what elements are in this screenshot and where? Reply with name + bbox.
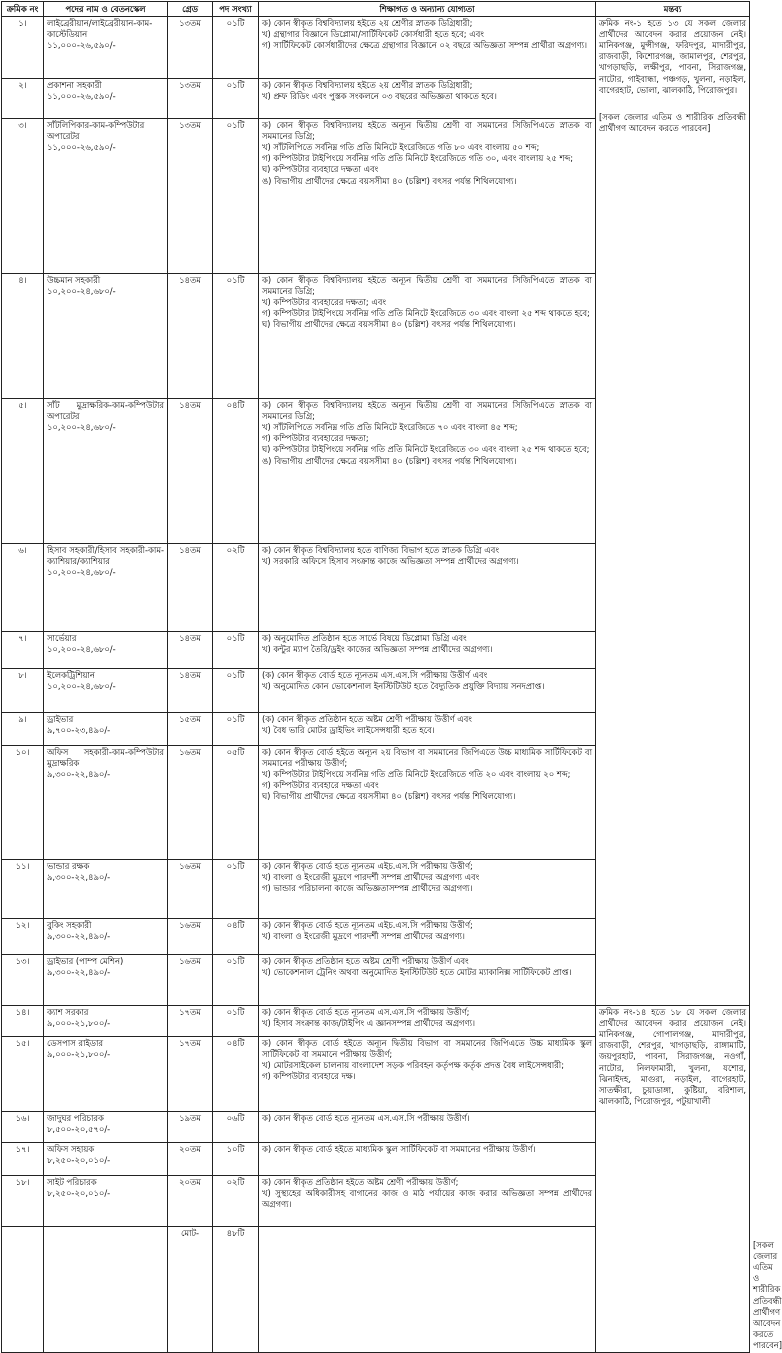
count-cell: ০২টি	[213, 1176, 259, 1227]
post-cell	[44, 1037, 168, 1112]
header-post: পদের নাম ও বেতনস্কেল	[44, 2, 168, 17]
post-name: ভান্ডার রক্ষক	[47, 861, 90, 872]
qualification-line: খ) প্রুফ রিডিং এবং পুস্তক সংকলনে ০৩ বছরের অভিজ্ঞতা থাকতে হবে।	[262, 91, 497, 102]
qualification-cell	[259, 919, 596, 955]
salary-scale: ১১,০০০-২৬,৫৯০/-	[47, 91, 116, 102]
grade-cell: ১৪তম	[168, 544, 213, 632]
count-cell: ০১টি	[213, 79, 259, 119]
serial-cell: ১৭।	[2, 1143, 44, 1176]
serial-cell: ১৮।	[2, 1176, 44, 1227]
post-cell	[44, 1112, 168, 1143]
count-cell: ০৫টি	[213, 746, 259, 860]
qualification-line: খ) অনুমোদিত কোন ভোকেশনাল ইনস্টিটিউট হতে বৈদ্যুতিক প্রযুক্তি বিদ্যায় সনদপ্রাপ্ত।	[262, 681, 545, 692]
salary-scale: ১০,২০০-২৪,৬৮০/-	[47, 286, 116, 297]
salary-scale: ৯,৩০০-২২,৪৯০/-	[47, 872, 111, 883]
post-name: সাইট পরিচারক	[47, 1177, 97, 1188]
qualification-line: ক) কোন স্বীকৃত বিশ্ববিদ্যালয় হইতে অন্যূন দ্বিতীয় শ্রেণী বা সমমানের সিজিপিএতে স্নাতক বা সমমানের ডিগ্রি;	[262, 120, 592, 142]
remarks-note: [সকল জেলার এতিম ও শারীরিক প্রতিবন্ধী প্রার্থীগণ আবেদন করতে পারবেন]	[599, 111, 746, 133]
grade-cell: ১৭তম	[168, 1037, 213, 1112]
qualification-line: ঘ) বিভাগীয় প্রার্থীদের ক্ষেত্রে বয়সসীমা ৪০ (চল্লিশ) বৎসর পর্যন্ত শিথিলযোগ্য।	[262, 791, 516, 802]
count-cell: ০১টি	[213, 860, 259, 919]
qualification-line: ক) কোন স্বীকৃত বোর্ড হতে ন্যূনতম এস.এস.সি পরীক্ষায় উত্তীর্ণ;	[262, 1007, 470, 1018]
table-row	[2, 1006, 750, 1037]
qualification-cell	[259, 399, 596, 544]
header-grade: গ্রেড	[168, 2, 213, 17]
serial-cell: ৩।	[2, 119, 44, 274]
grade-cell: ১৩তম	[168, 119, 213, 274]
post-cell	[44, 746, 168, 860]
post-cell	[44, 713, 168, 746]
qualification-cell	[259, 1176, 596, 1227]
qualification-line: খ) সুস্থ্যহের অধিকারীসহ বাগানের কাজ ও মাঠ পর্যায়ের কাজ করার অভিজ্ঞতা সম্পন্ন প্রার্থীদের অগ্রগণ্য।	[262, 1188, 592, 1210]
qualification-cell	[259, 669, 596, 713]
count-cell: ০২টি	[213, 544, 259, 632]
salary-scale: ১০,২০০-২৪,৬৮০/-	[47, 644, 116, 655]
qualification-cell	[259, 119, 596, 274]
qualification-line: ক) অনুমোদিত প্রতিষ্ঠান হতে সার্ভে বিষয়ে ডিপ্লোমা ডিগ্রি এবং	[262, 633, 467, 644]
qualification-line: খ) হিসাব সংক্রান্ত কাজ/টাইপিং এ জ্ঞানসম্পন্ন প্রার্থীদের অগ্রগণ্য।	[262, 1018, 476, 1029]
grade-cell: ১৬তম	[168, 746, 213, 860]
qualification-line: গ) সার্টিফিকেট কোর্সধারীদের ক্ষেত্রে গ্রন্থাগার বিজ্ঞানে ০২ বছরে অভিজ্ঞতা সম্পন্ন প্রার্থীরা অগ্রগণ্য।	[262, 40, 587, 51]
post-cell	[44, 955, 168, 1006]
post-name: হিসাব সহকারী/হিসাব সহকারী-কাম-ক্যাশিয়ার/ক্যাশিয়ার	[47, 545, 164, 567]
post-name: সার্ভেয়ার	[47, 633, 77, 644]
post-name: সাঁট মুদ্রাক্ষরিক-কাম-কম্পিউটার অপারেটর	[47, 400, 164, 422]
post-cell	[44, 1143, 168, 1176]
grade-cell: ১৩তম	[168, 17, 213, 79]
count-cell: ০১টি	[213, 955, 259, 1006]
post-name: প্রকাশনা সহকারী	[47, 80, 102, 91]
qualification-line: গ) কম্পিউটার টাইপিংয়ে সর্বনিম্ন গতি প্রতি মিনিটে ইংরেজিতে ৩০ এবং বাংলা ২৫ শব্দ থাকতে হবে;	[262, 308, 590, 319]
header-remarks: মন্তব্য	[596, 2, 750, 17]
post-name: সাঁটলিপিকার-কাম-কম্পিউটার অপারেটর	[47, 120, 145, 142]
grade-cell: ১৬তম	[168, 919, 213, 955]
qualification-cell	[259, 955, 596, 1006]
post-name: অফিস সহায়ক	[47, 1144, 95, 1155]
post-cell	[44, 544, 168, 632]
salary-scale: ৯,৭০০-২৩,৪৯০/-	[47, 725, 111, 736]
qualification-line: গ) ভান্ডার পরিচালনা কাজে অভিজ্ঞতাসম্পন্ন প্রার্থীদের অগ্রগণ্য।	[262, 883, 473, 894]
grade-cell: ১৪তম	[168, 669, 213, 713]
remarks-group-1	[596, 17, 750, 1006]
qualification-cell	[259, 1037, 596, 1112]
serial-cell: ১৬।	[2, 1112, 44, 1143]
qualification-line: ক) কোন স্বীকৃত বিশ্ববিদ্যালয় হইতে ২য় শ্রেণীর স্নাতক ডিগ্রিধারী;	[262, 18, 473, 29]
qualification-line: খ) বৈধ ভারি মোটর ড্রাইভিং লাইসেন্সধারী হতে হবে।	[262, 725, 435, 736]
post-cell	[44, 669, 168, 713]
qualification-line: ক) কোন স্বীকৃত বিশ্ববিদ্যালয় হতে বাণিজ্য বিভাগ হতে স্নাতক ডিগ্রি এবং	[262, 545, 499, 556]
qualification-line: ক) কোন স্বীকৃত বোর্ড হতে ন্যূনতম এস.এস.সি পরীক্ষায় উত্তীর্ণ।	[262, 1113, 470, 1124]
salary-scale: ৯,০০০-২১,৮০০/-	[47, 1049, 111, 1060]
serial-cell: ১০।	[2, 746, 44, 860]
post-cell	[44, 1176, 168, 1227]
qualification-line: খ) কম্পিউটার ব্যবহারের দক্ষতা; এবং	[262, 297, 387, 308]
qualification-line: খ) সরকারি অফিসে হিসাব সংক্রান্ত কাজে অভিজ্ঞতা সম্পন্ন প্রার্থীদের অগ্রগণ্য।	[262, 556, 519, 567]
qualification-cell	[259, 1006, 596, 1037]
qualification-line: ক) কোন স্বীকৃত প্রতিষ্ঠান হইতে অষ্টম শ্রেণী পরীক্ষায় উত্তীর্ণ;	[262, 1177, 459, 1188]
post-cell	[44, 399, 168, 544]
remarks-text: ক্রমিক নং-১ হতে ১৩ যে সকল জেলার প্রার্থীদের আবেদন করার প্রয়োজন নেই। মানিকগঞ্জ, মুন্সীগঞ্জ, ফরিদপুর, মাদারীপুর, রাজবাড়ী, কিশোরগঞ্জ, জামালপুর, শেরপুর, খাগড়াছড়ি, লক্ষীপুর, পাবনা, সিরাজগঞ্জ, নাটোর, গাইবান্ধা, পঞ্চগড়, খুলনা, নড়াইল, বাগেরহাট, ভোলা, ঝালকাঠি, পিরোজপুর।	[599, 18, 746, 95]
serial-cell: ৯।	[2, 713, 44, 746]
qualification-cell	[259, 1112, 596, 1143]
count-cell: ০১টি	[213, 274, 259, 399]
qualification-line: ক) কোন স্বীকৃত বোর্ড হইতে অন্যূন ২য় বিভাগ বা সমমানের জিপিএতে উচ্চ মাধ্যমিক সার্টিফিকেট বা সমমানের পরীক্ষায় উত্তীর্ণ;	[262, 747, 592, 769]
qualification-cell	[259, 746, 596, 860]
qualification-line: ক) কোন স্বীকৃত প্রতিষ্ঠান হতে অষ্টম শ্রেণী পরীক্ষায় উত্তীর্ণ এবং	[262, 956, 469, 967]
qualification-line: খ) সাঁটলিপিতে সর্বনিম্ন গতি প্রতি মিনিটে ইংরেজিতে ৭০ এবং বাংলা ৪৫ শব্দ;	[262, 422, 518, 433]
salary-scale: ৯,৩০০-২২,৪৯০/-	[47, 967, 111, 978]
serial-cell: ১১।	[2, 860, 44, 919]
remarks-text: ক্রমিক নং-১৪ হতে ১৮ যে সকল জেলার প্রার্থীদের আবেদন করার প্রয়োজন নেই। মানিকগঞ্জ, গোপালগঞ্জ, মাদারীপুর, রাজবাড়ী, শেরপুর, খাগড়াছড়ি, রাঙ্গামাটি, জয়পুরহাট, পাবনা, সিরাজগঞ্জ, নওগাঁ, নাটোর, নিলফামারী, খুলনা, যশোর, ঝিনাইদহ, মাগুরা, নড়াইল, বাগেরহাট, সাতক্ষীরা, চুয়াডাঙ্গা, কুষ্টিয়া, বরিশাল, ঝালকাঠি, পিরোজপুর, পটুয়াখালী	[599, 1007, 746, 1106]
post-name: ড্রাইভার (পাম্প মেশিন)	[47, 956, 124, 967]
salary-scale: ৮,২৫০-২০,০১০/-	[47, 1155, 111, 1166]
qualification-cell	[259, 713, 596, 746]
qualification-line: খ) মোটরসাইকেল চালনায় বাংলাদেশ সড়ক পরিবহন কর্তৃপক্ষ কর্তৃক প্রদত্ত বৈধ লাইসেন্সধারী;	[262, 1060, 565, 1071]
salary-scale: ৮,৫০০-২০,৫৭০/-	[47, 1124, 111, 1135]
qualification-cell	[259, 79, 596, 119]
qualification-line: খ) গ্রন্থাগার বিজ্ঞানে ডিপ্লোমা/সার্টিফিকেট কোর্সধারী হতে হবে; এবং	[262, 29, 484, 40]
qualification-line: ক) কোন স্বীকৃত বিশ্ববিদ্যালয় হইতে অন্যূন দ্বিতীয় শ্রেণী বা সমমানের সিজিপিএতে স্নাতক বা সমমানের ডিগ্রি;	[262, 275, 592, 297]
qualification-line: ঙ) বিভাগীয় প্রার্থীদের ক্ষেত্রে বয়সসীমা ৪০ (চল্লিশ) বৎসর পর্যন্ত শিথিলযোগ্য।	[262, 175, 517, 186]
qualification-line: গ) কম্পিউটার ব্যবহারে দক্ষ।	[262, 1071, 356, 1082]
serial-cell: ৪।	[2, 274, 44, 399]
post-cell	[44, 17, 168, 79]
salary-scale: ১০,২০০-২৪,৬৮০/-	[47, 422, 116, 433]
qualification-line: ঘ) কম্পিউটার টাইপিংয়ে সর্বনিম্ন গতি প্রতি মিনিটে ইংরেজিতে ৩০ এবং বাংলা ২৫ শব্দ থাকতে হবে;	[262, 444, 590, 455]
serial-cell: ১২।	[2, 919, 44, 955]
grade-cell: ১৬তম	[168, 955, 213, 1006]
qualification-line: ক) কোন স্বীকৃত বোর্ড হইতে অন্যূন দ্বিতীয় বিভাগ বা সমমানের জিপিএতে উচ্চ মাধ্যমিক স্কুল সার্টিফিকেট বা সমমানে পরীক্ষায় উত্তীর্ণ;	[262, 1038, 592, 1060]
qualification-line: গ) কম্পিউটার টাইপিংয়ে সর্বনিম্ন গতি প্রতি মিনিটে ইংরেজিতে গতি ৩০, এবং বাংলায় ২৫ শব্দ;	[262, 153, 574, 164]
serial-cell: ১।	[2, 17, 44, 79]
serial-cell: ১৫।	[2, 1037, 44, 1112]
serial-cell: ২।	[2, 79, 44, 119]
total-count: ৪৮টি	[213, 1227, 259, 1353]
table-row	[2, 17, 750, 79]
qualification-line: (ক) কোন স্বীকৃত প্রতিষ্ঠান হতে অষ্টম শ্রেণী পরীক্ষায় উত্তীর্ণ এবং	[262, 714, 472, 725]
serial-cell: ৭।	[2, 632, 44, 669]
count-cell: ১০টি	[213, 1143, 259, 1176]
post-cell	[44, 860, 168, 919]
header-count: পদ সংখ্যা	[213, 2, 259, 17]
grade-cell: ১৪তম	[168, 399, 213, 544]
qualification-line: ক) কোন স্বীকৃত বিশ্ববিদ্যালয় হইতে অন্যূন দ্বিতীয় শ্রেণী বা সমমানের সিজিপিএতে স্নাতক বা সমমানের ডিগ্রি;	[262, 400, 592, 422]
qualification-line: ক) কোন স্বীকৃত বোর্ড হতে ন্যূনতম এইচ.এস.সি পরীক্ষায় উত্তীর্ণ;	[262, 861, 473, 872]
count-cell: ০৪টি	[213, 399, 259, 544]
grade-cell: ১৯তম	[168, 1112, 213, 1143]
qualification-line: খ) কন্টুর ম্যাপ তৈরি/ড্রইং কাজের অভিজ্ঞতা সম্পন্ন প্রার্থীদের অগ্রগণ্য।	[262, 644, 493, 655]
post-name: বুকিং সহকারী	[47, 920, 92, 931]
salary-scale: ৯,০০০-২১,৮০০/-	[47, 1018, 111, 1029]
qualification-line: ঘ) বিভাগীয় প্রার্থীদের ক্ষেত্রে বয়সসীমা ৪০ (চল্লিশ) বৎসর পর্যন্ত শিথিলযোগ্য।	[262, 319, 516, 330]
grade-cell: ২০তম	[168, 1143, 213, 1176]
qualification-line: ক) কোন স্বীকৃত বোর্ড হতে ন্যূনতম এইচ.এস.সি পরীক্ষায় উত্তীর্ণ;	[262, 920, 473, 931]
qualification-cell	[259, 544, 596, 632]
header-serial: ক্রমিক নং	[2, 2, 44, 17]
post-cell	[44, 1006, 168, 1037]
header-qualification: শিক্ষাগত ও অন্যান্য যোগ্যতা	[259, 2, 596, 17]
qualification-line: খ) ভোকেশনাল ট্রেনিং অথবা অনুমোদিত ইনস্টিটিউট হতে মোটর ম্যাকানিক্স সার্টিফিকেট প্রাপ্ত।	[262, 967, 572, 978]
qualification-cell	[259, 17, 596, 79]
post-name: ইলেকট্রিশিয়ান	[47, 670, 95, 681]
salary-scale: ১১,০০০-২৬,৫৯০/-	[47, 142, 116, 153]
salary-scale: ৮,২৫০-২০,০১০/-	[47, 1188, 111, 1199]
post-cell	[44, 79, 168, 119]
qualification-line: গ) কম্পিউটার ব্যবহারের দক্ষতা;	[262, 433, 369, 444]
serial-cell: ১৩।	[2, 955, 44, 1006]
grade-cell: ২০তম	[168, 1176, 213, 1227]
qualification-line: গ) কম্পিউটার ব্যবহারে দক্ষতা এবং	[262, 780, 379, 791]
grade-cell: ১৫তম	[168, 713, 213, 746]
salary-scale: ১০,২০০-২৪,৬৮০/-	[47, 681, 116, 692]
remarks-group-2	[596, 1006, 750, 1353]
count-cell: ০৪টি	[213, 1037, 259, 1112]
post-name: লাইব্রেরীয়ান/লাইব্রেরীয়ান-কাম-কাস্টেডিয়ান	[47, 18, 153, 40]
grade-cell: ১৩তম	[168, 79, 213, 119]
count-cell: ০৬টি	[213, 1112, 259, 1143]
total-row: মোট- ৪৮টি [সকল জেলার এতিম ও শারীরিক প্রতিবন্ধী প্রার্থীগণ আবেদন করতে পারবেন]	[2, 1227, 750, 1353]
qualification-line: ক) কোন স্বীকৃত বিশ্ববিদ্যালয় হইতে ২য় শ্রেণীর স্নাতক ডিগ্রিধারী;	[262, 80, 473, 91]
post-cell	[44, 274, 168, 399]
post-name: জাদুঘর পরিচারক	[47, 1113, 104, 1124]
grade-cell: ১৪তম	[168, 632, 213, 669]
count-cell: ০১টি	[213, 1006, 259, 1037]
post-name: অফিস সহকারী-কাম-কম্পিউটার মুদ্রাক্ষরিক	[47, 747, 164, 769]
serial-cell: ১৪।	[2, 1006, 44, 1037]
qualification-line: খ) সাঁটলিপিতে সর্বনিম্ন গতি প্রতি মিনিটে ইংরেজিতে গতি ৮০ এবং বাংলায় ৫০ শব্দ;	[262, 142, 540, 153]
qualification-line: ঘ) কম্পিউটার ব্যবহারে দক্ষতা এবং	[262, 164, 379, 175]
salary-scale: ১০,২০০-২৪,৬৮০/-	[47, 567, 116, 578]
serial-cell: ৫।	[2, 399, 44, 544]
count-cell: ০১টি	[213, 119, 259, 274]
post-cell	[44, 632, 168, 669]
qualification-cell	[259, 860, 596, 919]
post-cell	[44, 919, 168, 955]
job-circular-table	[1, 1, 782, 1353]
count-cell: ০১টি	[213, 669, 259, 713]
qualification-line: ঙ) বিভাগীয় প্রার্থীদের ক্ষেত্রে বয়সসীমা ৪০ (চল্লিশ) বৎসর পর্যন্ত শিথিলযোগ্য।	[262, 455, 517, 466]
grade-cell: ১৪তম	[168, 274, 213, 399]
salary-scale: ৯,৩০০-২২,৪৯০/-	[47, 931, 111, 942]
qualification-line: খ) বাংলা ও ইংরেজী মুদ্রণে পারদর্শী সম্পন্ন প্রার্থীদের অগ্রগণ্য।	[262, 931, 465, 942]
post-name: উচ্চমান সহকারী	[47, 275, 101, 286]
qualification-line: খ) বাংলা ও ইংরেজী মুদ্রণে পারদর্শী সম্পন্ন প্রার্থীদের অগ্রগণ্য এবং	[262, 872, 480, 883]
header-row	[2, 2, 750, 17]
grade-cell: ১৬তম	[168, 860, 213, 919]
grade-cell: ১৭তম	[168, 1006, 213, 1037]
post-cell	[44, 119, 168, 274]
qualification-cell	[259, 1143, 596, 1176]
count-cell: ০৪টি	[213, 919, 259, 955]
count-cell: ০১টি	[213, 632, 259, 669]
qualification-line: খ) কম্পিউটার টাইপিংয়ে সর্বনিম্ন গতি প্রতি মিনিটে ইংরেজিতে গতি ২০ এবং বাংলায় ২০ শব্দ;	[262, 769, 571, 780]
qualification-line: (ক) কোন স্বীকৃত বোর্ড হতে ন্যূনতম এস.এস.সি পরীক্ষায় উত্তীর্ণ এবং	[262, 670, 488, 681]
serial-cell: ৬।	[2, 544, 44, 632]
salary-scale: ৯,৩০০-২২,৪৯০/-	[47, 769, 111, 780]
salary-scale: ১১,০০০-২৬,৫৯০/-	[47, 40, 116, 51]
qualification-line: ক) কোন স্বীকৃত বোর্ড হইতে মাধ্যমিক স্কুল সার্টিফিকেট বা সমমানের পরীক্ষায় উত্তীর্ণ।	[262, 1144, 536, 1155]
total-label: মোট-	[168, 1227, 213, 1353]
post-name: ক্যাশ সরকার	[47, 1007, 89, 1018]
qualification-cell	[259, 274, 596, 399]
post-name: ডেসপাস রাইডার	[47, 1038, 103, 1049]
serial-cell: ৮।	[2, 669, 44, 713]
count-cell: ০১টি	[213, 17, 259, 79]
count-cell: ০১টি	[213, 713, 259, 746]
post-name: ড্রাইভার	[47, 714, 74, 725]
qualification-cell	[259, 632, 596, 669]
